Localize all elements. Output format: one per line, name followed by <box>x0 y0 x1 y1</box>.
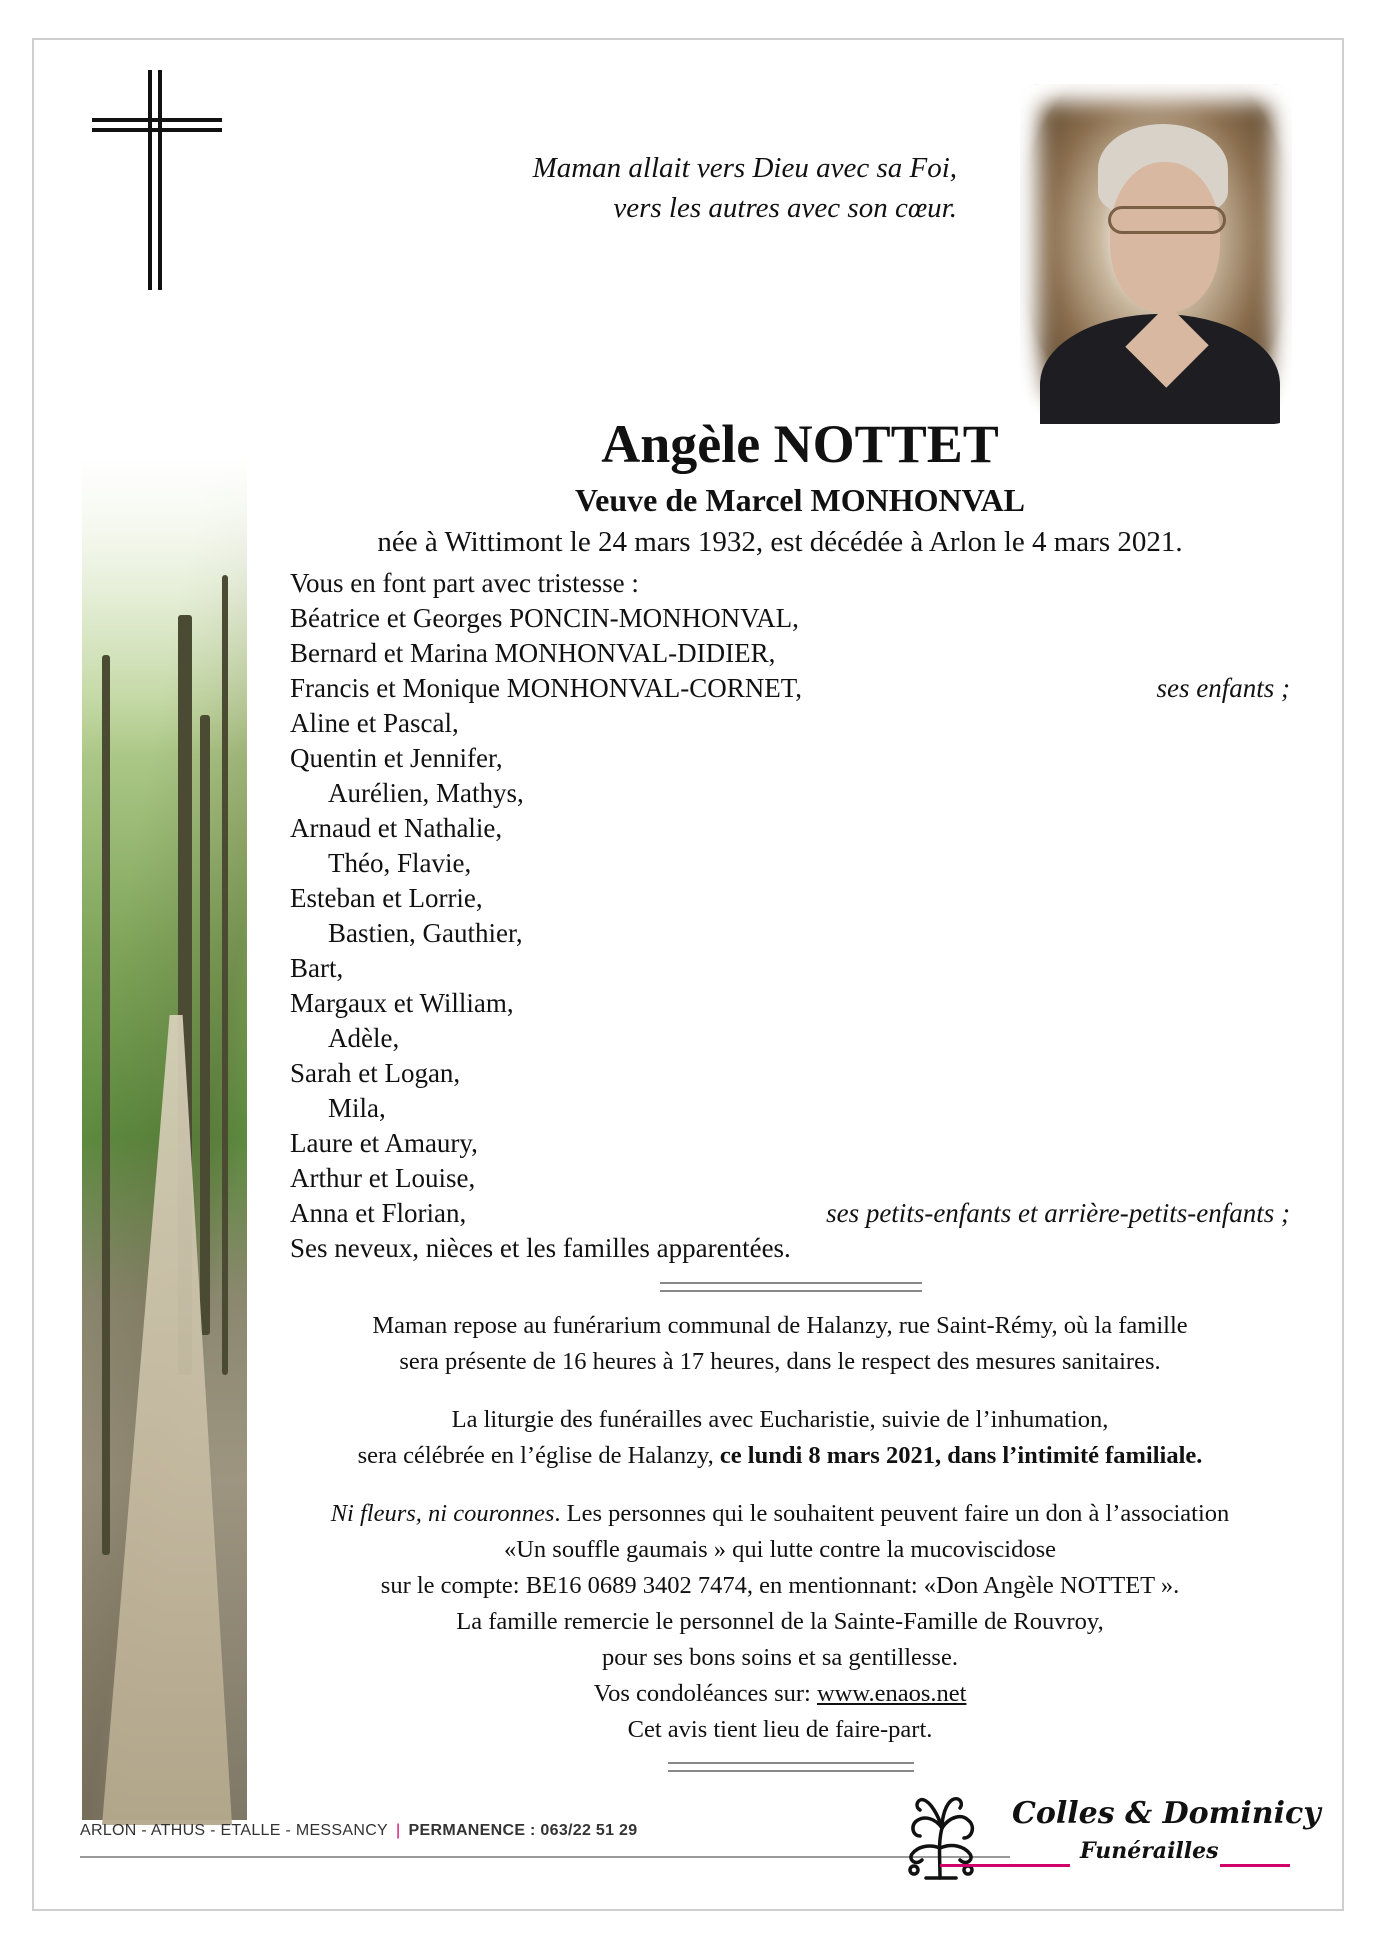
donation-info <box>280 1496 1280 1748</box>
thanks-line-1: La famille remercie le personnel de la Sainte-Famille de Rouvroy, <box>456 1608 1104 1635</box>
brand-accent-line-left <box>940 1864 1070 1867</box>
family-member-names: Aline et Pascal, <box>290 708 459 738</box>
family-row <box>290 1231 1290 1266</box>
family-row <box>290 741 1290 776</box>
family-row <box>290 1056 1290 1091</box>
family-member-names: Margaux et William, <box>290 988 514 1018</box>
tree-logo-icon <box>890 1788 990 1883</box>
family-member-names: Bart, <box>290 953 344 983</box>
brand-accent-line-right <box>1220 1864 1290 1867</box>
cross-icon <box>92 70 222 290</box>
family-member-names: Laure et Amaury, <box>290 1128 478 1158</box>
family-row <box>290 1161 1290 1196</box>
family-row <box>290 846 1290 881</box>
deceased-name: Angèle NOTTET <box>601 414 999 474</box>
family-member-names: Adèle, <box>328 1023 400 1053</box>
family-intro: Vous en font part avec tristesse : <box>290 568 639 598</box>
family-member-names: Sarah et Logan, <box>290 1058 461 1088</box>
family-member-names: Ses neveux, nièces et les familles apparentées. <box>290 1233 791 1263</box>
family-row <box>290 671 1290 706</box>
condolences-line: Vos condoléances sur: www.enaos.net <box>593 1680 967 1707</box>
family-row <box>290 1021 1290 1056</box>
account-line: sur le compte: BE16 0689 3402 7474, en mentionnant: «Don Angèle NOTTET ». <box>380 1572 1180 1599</box>
family-row <box>290 776 1290 811</box>
liturgy-line-2: sera célébrée en l’église de Halanzy, ce lundi 8 mars 2021, dans l’intimité familiale. <box>357 1442 1203 1469</box>
family-member-names: Bastien, Gauthier, <box>328 918 523 948</box>
footer-permanence: PERMANENCE : 063/22 51 29 <box>408 1822 638 1839</box>
flowers-line: Ni fleurs, ni couronnes. Les personnes qui le souhaitent peuvent faire un don à l’association <box>330 1500 1230 1527</box>
forest-path-image <box>82 455 247 1820</box>
family-row <box>290 951 1290 986</box>
family-row <box>290 811 1290 846</box>
footer-contact: ARLON - ATHUS - ETALLE - MESSANCY | PERMANENCE : 063/22 51 29 <box>80 1822 638 1839</box>
family-row <box>290 706 1290 741</box>
brand-subtitle: Funérailles <box>1080 1838 1219 1864</box>
family-list <box>290 566 1290 1266</box>
family-member-names: Arthur et Louise, <box>290 1163 476 1193</box>
family-member-names: Arnaud et Nathalie, <box>290 813 503 843</box>
family-member-names: Anna et Florian, <box>290 1198 467 1228</box>
family-relation: ses petits-enfants et arrière-petits-enfants ; <box>826 1198 1290 1228</box>
divider-rule <box>660 1282 922 1292</box>
quote-line-1: Maman allait vers Dieu avec sa Foi, <box>532 152 957 184</box>
funeral-home-logo <box>890 1788 1321 1888</box>
spouse-line: Veuve de Marcel MONHONVAL <box>574 482 1026 518</box>
birth-death-line: née à Wittimont le 24 mars 1932, est décédée à Arlon le 4 mars 2021. <box>377 526 1183 558</box>
family-row <box>290 881 1290 916</box>
family-member-names: Esteban et Lorrie, <box>290 883 483 913</box>
family-row <box>290 1196 1290 1231</box>
family-row <box>290 916 1290 951</box>
family-relation: ses enfants ; <box>1156 673 1290 703</box>
footer-divider <box>80 1856 1010 1858</box>
liturgy-info <box>280 1402 1280 1474</box>
brand-name: Colles & Dominicy <box>1012 1796 1321 1831</box>
liturgy-line-1: La liturgie des funérailles avec Eucharistie, suivie de l’inhumation, <box>451 1406 1109 1433</box>
quote-line-2: vers les autres avec son cœur. <box>613 192 957 224</box>
notice-line: Cet avis tient lieu de faire-part. <box>627 1716 933 1743</box>
funeral-date: ce lundi 8 mars 2021, dans l’intimité familiale. <box>719 1442 1203 1469</box>
family-row <box>290 986 1290 1021</box>
family-row <box>290 636 1290 671</box>
family-row <box>290 601 1290 636</box>
divider-rule-bottom <box>668 1762 914 1772</box>
rest-line-2: sera présente de 16 heures à 17 heures, dans le respect des mesures sanitaires. <box>399 1348 1161 1375</box>
footer-locations: ARLON - ATHUS - ETALLE - MESSANCY <box>80 1822 389 1839</box>
family-member-names: Théo, Flavie, <box>328 848 472 878</box>
family-row <box>290 1126 1290 1161</box>
family-member-names: Francis et Monique MONHONVAL-CORNET, <box>290 673 802 703</box>
family-member-names: Quentin et Jennifer, <box>290 743 503 773</box>
family-member-names: Béatrice et Georges PONCIN-MONHONVAL, <box>290 603 799 633</box>
thanks-line-2: pour ses bons soins et sa gentillesse. <box>602 1644 958 1671</box>
visitation-info <box>280 1308 1280 1380</box>
family-member-names: Aurélien, Mathys, <box>328 778 524 808</box>
rest-line-1: Maman repose au funérarium communal de Halanzy, rue Saint-Rémy, où la famille <box>372 1312 1188 1339</box>
portrait-photo <box>1020 84 1292 424</box>
family-row <box>290 1091 1290 1126</box>
epigraph-quote <box>533 148 957 228</box>
family-member-names: Mila, <box>328 1093 386 1123</box>
family-member-names: Bernard et Marina MONHONVAL-DIDIER, <box>290 638 776 668</box>
condolences-link[interactable]: www.enaos.net <box>816 1680 967 1707</box>
association-line: «Un souffle gaumais » qui lutte contre la mucoviscidose <box>503 1536 1057 1563</box>
